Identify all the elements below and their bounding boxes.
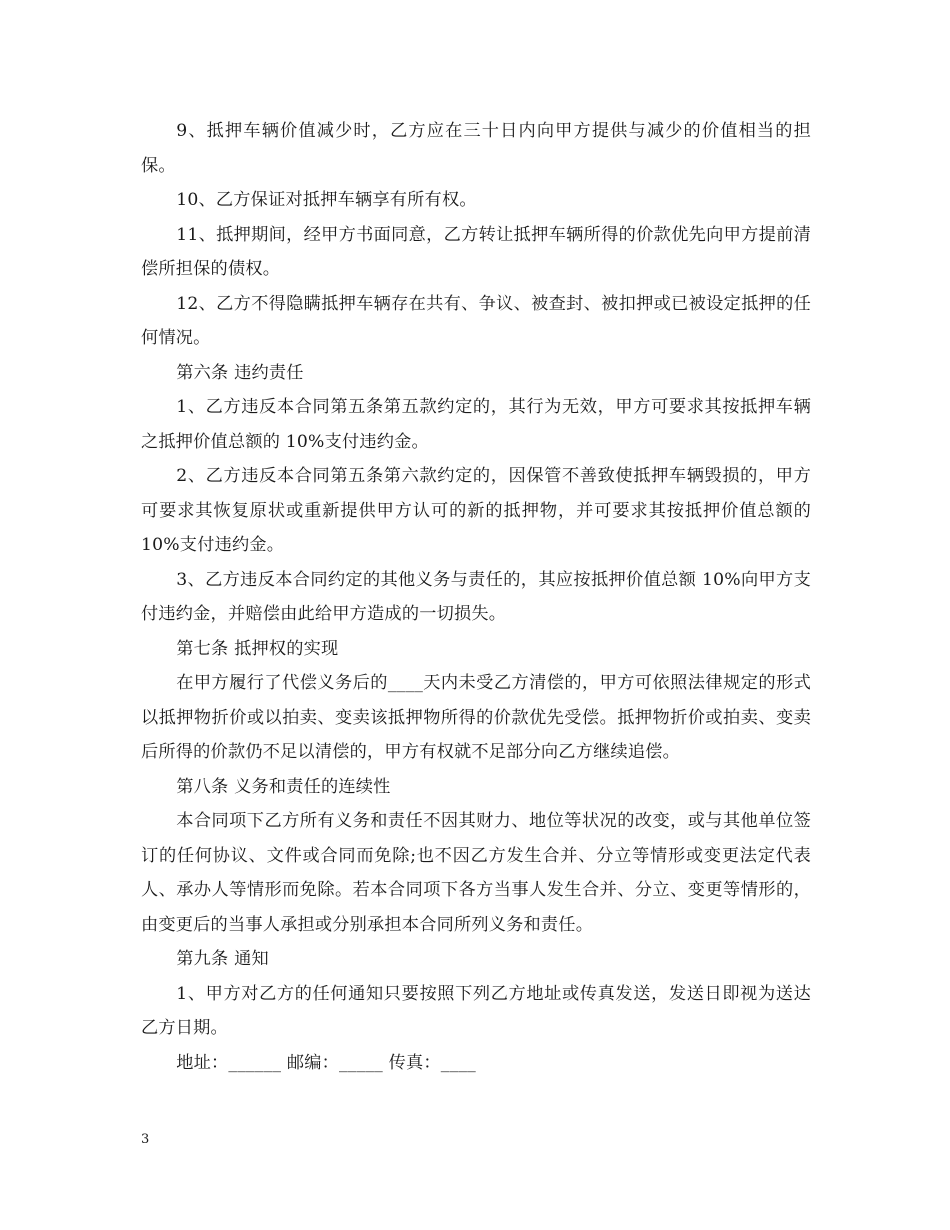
clause-9: 9、抵押车辆价值减少时，乙方应在三十日内向甲方提供与减少的价值相当的担保。	[141, 121, 811, 176]
article-7-text: 在甲方履行了代偿义务后的____天内未受乙方清偿的，甲方可依照法律规定的形式以抵押物折价或以拍卖、变卖该抵押物所得的价款优先受偿。抵押物折价或拍卖、变卖后所得的价款仍不足以清偿的，甲方有权就不足部分向乙方继续追偿。	[141, 673, 811, 762]
clause-10: 10、乙方保证对抵押车辆享有所有权。	[176, 190, 477, 210]
article-7-heading: 第七条 抵押权的实现	[176, 638, 339, 659]
page-number: 3	[141, 1132, 150, 1147]
article-6-item-2: 2、乙方违反本合同第五条第六款约定的，因保管不善致使抵押车辆毁损的，甲方可要求其恢复原状或重新提供甲方认可的新的抵押物，并可要求其按抵押价值总额的 10%支付违约金。	[141, 466, 811, 555]
article-8-heading: 第八条 义务和责任的连续性	[176, 776, 391, 797]
clause-11: 11、抵押期间，经甲方书面同意，乙方转让抵押车辆所得的价款优先向甲方提前清偿所担保的债权。	[141, 224, 811, 279]
contact-fields-line: 地址：______ 邮编：_____ 传真：____	[176, 1052, 476, 1073]
document-body	[141, 114, 811, 1080]
article-9-item-1: 1、甲方对乙方的任何通知只要按照下列乙方地址或传真发送，发送日即视为送达乙方日期。	[141, 983, 811, 1038]
article-6-heading: 第六条 违约责任	[176, 362, 304, 383]
article-9-heading: 第九条 通知	[176, 949, 269, 969]
article-6-item-3: 3、乙方违反本合同约定的其他义务与责任的，其应按抵押价值总额 10%向甲方支付违约金，并赔偿由此给甲方造成的一切损失。	[141, 569, 811, 624]
article-6-item-1: 1、乙方违反本合同第五条第五款约定的，其行为无效，甲方可要求其按抵押车辆之抵押价值总额的 10%支付违约金。	[141, 397, 811, 452]
clause-12: 12、乙方不得隐瞒抵押车辆存在共有、争议、被查封、被扣押或已被设定抵押的任何情况。	[141, 293, 811, 348]
article-8-text: 本合同项下乙方所有义务和责任不因其财力、地位等状况的改变，或与其他单位签订的任何协议、文件或合同而免除;也不因乙方发生合并、分立等情形或变更法定代表人、承办人等情形而免除。若本合同项下各方当事人发生合并、分立、变更等情形的，由变更后的当事人承担或分别承担本合同所列义务和责任。	[141, 811, 811, 935]
